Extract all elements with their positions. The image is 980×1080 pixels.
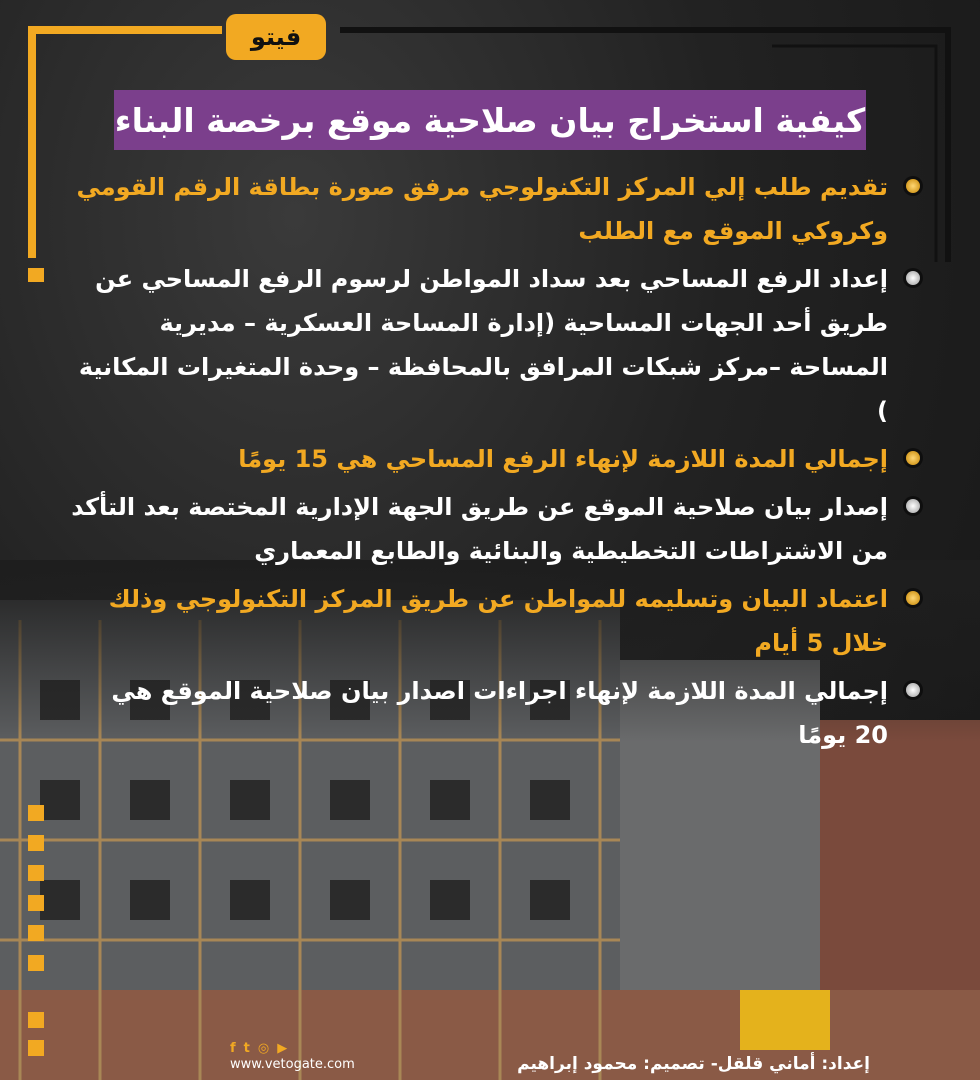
bullet-icon — [906, 591, 920, 605]
instagram-icon[interactable]: ◎ — [257, 1041, 270, 1056]
website-link[interactable]: www.vetogate.com — [230, 1057, 355, 1072]
twitter-icon[interactable]: t — [243, 1041, 250, 1056]
youtube-icon[interactable]: ▶ — [277, 1041, 288, 1056]
list-item — [70, 257, 920, 433]
bullet-icon — [906, 451, 920, 465]
list-item — [70, 165, 920, 253]
step-text: اعتماد البيان وتسليمه للمواطن عن طريق المركز التكنولوجي وذلك خلال 5 أيام — [108, 585, 888, 657]
brand-logo — [226, 14, 326, 60]
bullet-icon — [906, 271, 920, 285]
footer — [0, 1041, 980, 1080]
bullet-icon — [906, 179, 920, 193]
step-text: إجمالي المدة اللازمة لإنهاء الرفع المساحي هي 15 يومًا — [238, 445, 888, 473]
list-item — [70, 437, 920, 481]
bullet-icon — [906, 683, 920, 697]
step-text: تقديم طلب إلي المركز التكنولوجي مرفق صورة بطاقة الرقم القومي وكروكي الموقع مع الطلب — [76, 173, 888, 245]
step-text: إجمالي المدة اللازمة لإنهاء اجراءات اصدار بيان صلاحية الموقع هي 20 يومًا — [111, 677, 888, 749]
credit-text: إعداد: أماني قلقل- تصميم: محمود إبراهيم — [517, 1054, 870, 1074]
title-banner — [114, 90, 866, 150]
social-links — [230, 1041, 287, 1056]
bullet-icon — [906, 499, 920, 513]
step-text: إعداد الرفع المساحي بعد سداد المواطن لرسوم الرفع المساحي عن طريق أحد الجهات المساحية (إدارة المساحة العسكرية – مديرية المساحة –مركز شبكات المرافق بالمحافظة – وحدة المتغيرات المكانية ) — [78, 265, 888, 425]
steps-list — [70, 165, 920, 761]
step-text: إصدار بيان صلاحية الموقع عن طريق الجهة الإدارية المختصة بعد التأكد من الاشتراطات التخطيطية والبنائية والطابع المعماري — [71, 493, 888, 565]
list-item — [70, 577, 920, 665]
logo-text: فيتو — [250, 23, 302, 51]
page-title: كيفية استخراج بيان صلاحية موقع برخصة البناء — [114, 100, 866, 140]
facebook-icon[interactable]: f — [230, 1041, 236, 1056]
list-item — [70, 669, 920, 757]
list-item — [70, 485, 920, 573]
